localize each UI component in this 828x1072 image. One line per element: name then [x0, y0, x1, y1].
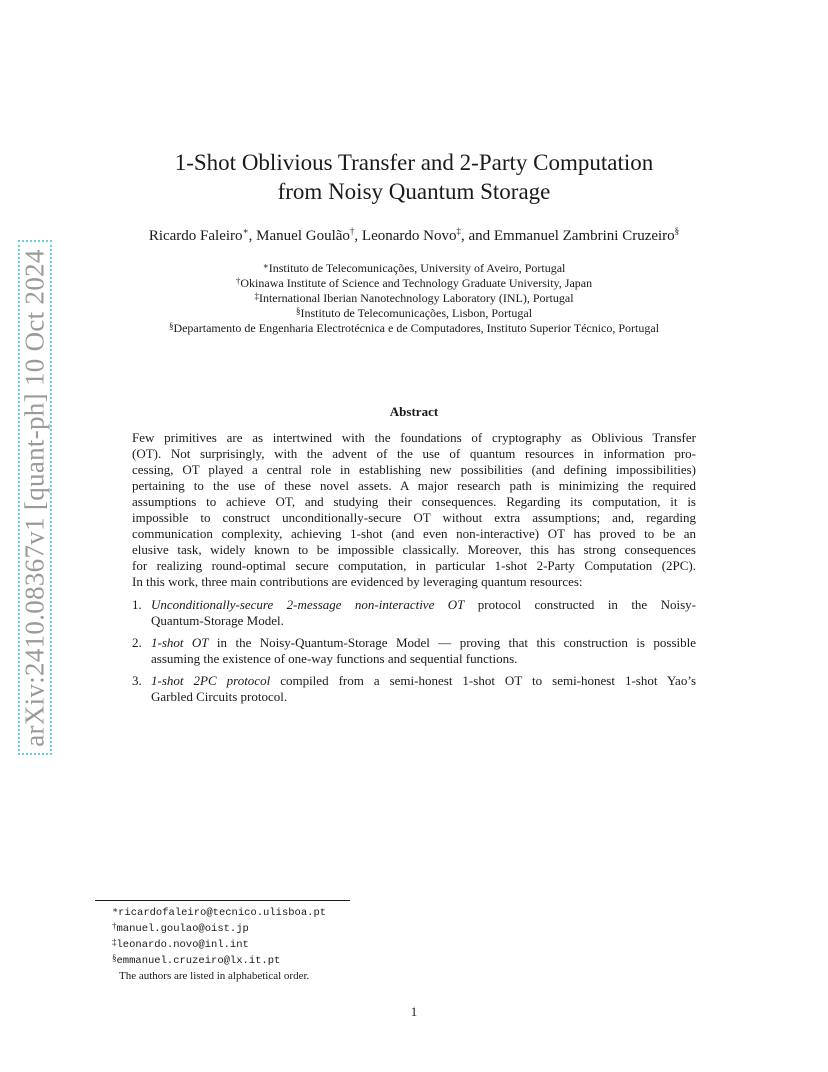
- footnote-mark: §: [112, 953, 117, 963]
- page-number: 1: [410, 1004, 418, 1019]
- abstract-line: pertaining to the use of these novel assets. A major research path is minimizing the required: [132, 478, 696, 493]
- footnote: [112, 905, 326, 921]
- footnotes: [112, 905, 326, 984]
- item-line: Garbled Circuits protocol.: [151, 689, 288, 704]
- item-text: compiled from a semi-honest 1-shot OT to semi-honest 1-shot Yao’s: [270, 673, 696, 688]
- affiliation: [0, 261, 828, 276]
- affiliation-text: International Iberian Nanotechnology Laboratory (INL), Portugal: [258, 291, 574, 305]
- item-emphasis: 1-shot 2PC protocol: [151, 673, 271, 688]
- abstract-line: impossible to construct unconditionally-secure OT without extra assumptions; and, regarding: [132, 510, 696, 525]
- footnote-mark: †: [112, 921, 117, 931]
- abstract-line: elusive task, widely known to be impossible classically. Moreover, this has strong consequences: [132, 542, 696, 557]
- abstract-line: In this work, three main contributions are evidenced by leveraging quantum resources:: [132, 574, 583, 589]
- footnote-mark: ‡: [112, 937, 117, 947]
- affiliation: [0, 306, 828, 321]
- footnote-email[interactable]: leonardo.novo@inl.int: [116, 939, 249, 951]
- item-emphasis: Unconditionally-secure 2-message non-interactive OT: [151, 597, 465, 612]
- abstract-line: (OT). Not surprisingly, with the advent of the use of quantum resources in information pro-: [132, 446, 696, 461]
- affiliation-mark: †: [235, 276, 241, 286]
- affiliation-mark: §: [295, 306, 301, 316]
- footnote: [112, 953, 326, 969]
- footnote-note: The authors are listed in alphabetical order.: [119, 970, 310, 982]
- contribution-item: [132, 673, 696, 705]
- item-line: Quantum-Storage Model.: [151, 613, 284, 628]
- affiliation-text: Instituto de Telecomunicações, Lisbon, Portugal: [300, 306, 533, 320]
- arxiv-watermark: arXiv:2410.08367v1 [quant-ph] 10 Oct 2024: [19, 248, 50, 747]
- author-name: Leonardo Novo: [361, 228, 457, 244]
- abstract-body: [132, 430, 696, 590]
- author-mark: ∗: [242, 226, 249, 236]
- footnote-email[interactable]: emmanuel.cruzeiro@lx.it.pt: [116, 955, 281, 967]
- affiliation-text: Departamento de Engenharia Electrotécnica e de Computadores, Instituto Superior Técnico, Portugal: [173, 321, 660, 335]
- paper-title: [0, 148, 828, 206]
- footnote-email[interactable]: manuel.goulao@oist.jp: [116, 923, 249, 935]
- footnote-rule: [95, 900, 350, 901]
- abstract-line: assumptions to achieve OT, and studying their consequences. Regarding its computation, it is: [132, 494, 696, 509]
- affiliation-mark: ‡: [254, 291, 259, 301]
- author-mark: §: [674, 226, 680, 236]
- footnote-email[interactable]: ricardofaleiro@tecnico.ulisboa.pt: [118, 907, 327, 919]
- abstract-heading: Abstract: [389, 404, 439, 419]
- affiliation-text: Okinawa Institute of Science and Technology Graduate University, Japan: [240, 276, 593, 290]
- abstract-line: for realizing round-optimal secure computation, in particular 1-shot 2-Party Computation (2PC).: [132, 558, 696, 573]
- affiliation: [0, 276, 828, 291]
- author-list: [0, 228, 828, 245]
- author-name: Manuel Goulão: [256, 228, 350, 244]
- item-text: protocol constructed in the Noisy-: [464, 597, 696, 612]
- footnote: [112, 937, 326, 953]
- affiliation-mark: ∗: [262, 261, 269, 271]
- contribution-item: [132, 597, 696, 629]
- author-separator: ,: [248, 228, 257, 244]
- item-emphasis: 1-shot OT: [151, 635, 209, 650]
- affiliation-list: [0, 261, 828, 336]
- item-number: 1.: [132, 597, 142, 612]
- author-separator: , and: [460, 228, 494, 244]
- affiliation: [0, 291, 828, 306]
- item-number: 2.: [132, 635, 142, 650]
- author-mark: ‡: [456, 226, 461, 236]
- affiliation: [0, 321, 828, 336]
- author-name: Ricardo Faleiro: [148, 228, 243, 244]
- item-line: assuming the existence of one-way functions and sequential functions.: [151, 651, 518, 666]
- author-name: Emmanuel Zambrini Cruzeiro: [493, 228, 675, 244]
- author-mark: †: [349, 226, 355, 236]
- title-line-1: 1-Shot Oblivious Transfer and 2-Party Computation: [174, 150, 654, 175]
- contribution-list: [132, 597, 696, 711]
- item-line: [151, 673, 696, 689]
- footnote: [112, 921, 326, 937]
- abstract-line: Few primitives are as intertwined with the foundations of cryptography as Oblivious Transfer: [132, 430, 696, 445]
- title-line-2: from Noisy Quantum Storage: [277, 179, 551, 204]
- contribution-item: [132, 635, 696, 667]
- affiliation-text: Instituto de Telecomunicações, University of Aveiro, Portugal: [268, 261, 566, 275]
- item-text: in the Noisy-Quantum-Storage Model — proving that this construction is possible: [208, 635, 696, 650]
- affiliation-mark: §: [168, 321, 174, 331]
- item-number: 3.: [132, 673, 142, 688]
- author-separator: ,: [354, 228, 362, 244]
- abstract-line: cessing, OT played a central role in establishing new possibilities (and defining impossibilities): [132, 462, 696, 477]
- item-line: [151, 635, 696, 651]
- abstract-line: communication complexity, achieving 1-shot (and even non-interactive) OT has proved to be an: [132, 526, 696, 541]
- footnote-mark: ∗: [112, 905, 119, 915]
- item-line: [151, 597, 696, 613]
